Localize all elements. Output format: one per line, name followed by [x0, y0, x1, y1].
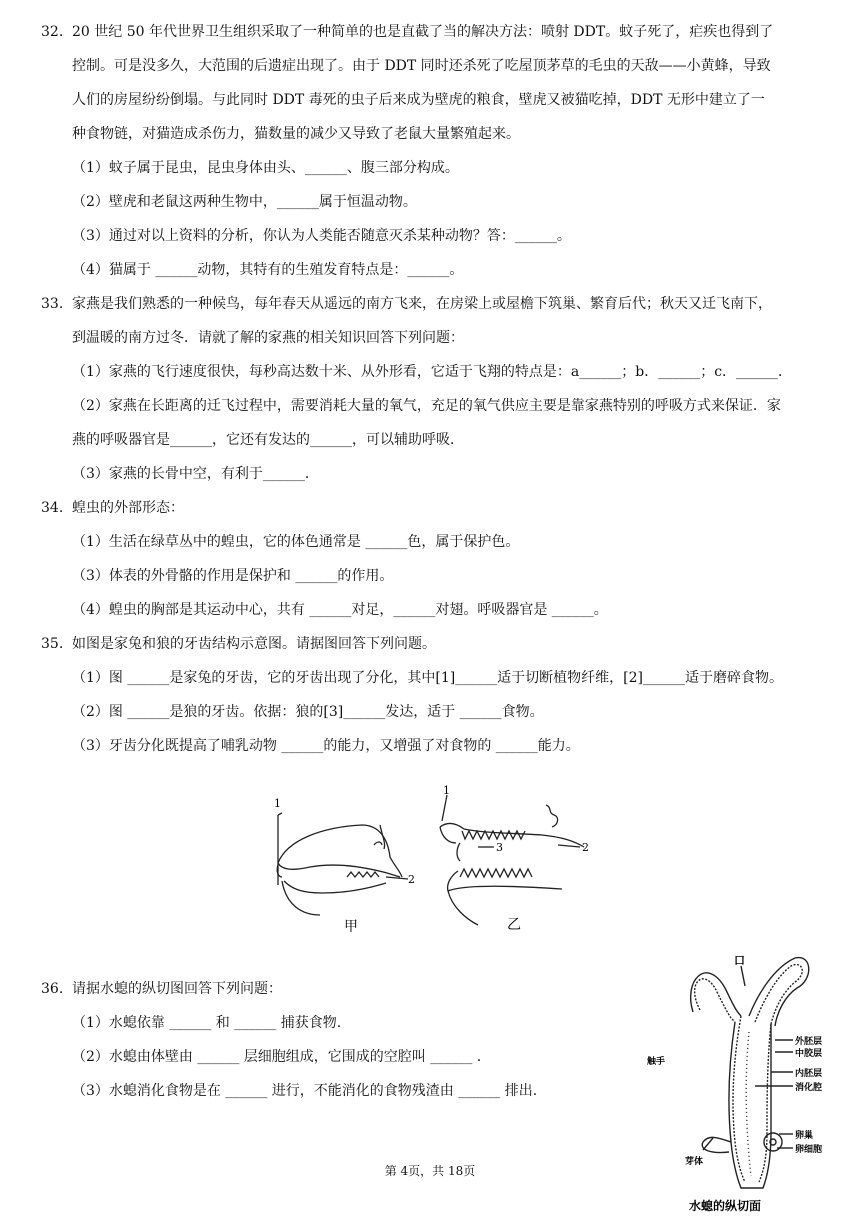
question-number: 36.: [41, 981, 64, 997]
sub-question: （1）水螅依靠 ______ 和 ______ 捕获食物.: [72, 1015, 342, 1031]
sub-question: （2）水螅由体壁由 ______ 层细胞组成，它围成的空腔叫 ______ .: [72, 1049, 482, 1065]
sub-question: （3）水螅消化食物是在 ______ 进行，不能消化的食物残渣由 ______ 排出.: [72, 1083, 538, 1099]
question-text-line: 20 世纪 50 年代世界卫生组织采取了一种简单的也是直截了当的解决方法：喷射 DDT。蚊子死了，疟疾也得到了: [72, 24, 774, 40]
teeth-figure: [262, 785, 602, 940]
question-text-line: 家燕是我们熟悉的一种候鸟，每年春天从遥远的南方飞来，在房梁上或屋檐下筑巢、繁育后代；秋天又迁飞南下，: [72, 296, 772, 312]
figure-mark-1b: 1: [443, 785, 450, 797]
question-text-line: 种食物链，对猫造成杀伤力，猫数量的减少又导致了老鼠大量繁殖起来。: [72, 126, 520, 142]
sub-question: （2）图 ______是狼的牙齿。依据：狼的[3]______发达，适于 ______食物。: [72, 704, 544, 720]
sub-question: （1）家燕的飞行速度很快，每秒高达数十米、从外形看，它适于飞翔的特点是：a______；b．______；c．______．: [72, 364, 793, 380]
sub-question: （1）蚊子属于昆虫，昆虫身体由头、______、腹三部分构成。: [72, 160, 459, 176]
question-text-line: 蝗虫的外部形态：: [72, 500, 184, 516]
sub-question: （1）生活在绿草丛中的蝗虫，它的体色通常是 ______色，属于保护色。: [72, 534, 520, 550]
sub-question: （2）家燕在长距离的迁飞过程中，需要消耗大量的氧气，充足的氧气供应主要是靠家燕特别的呼吸方式来保证．家: [72, 398, 781, 414]
question-number: 32.: [41, 24, 64, 40]
figure-mark-2: 2: [408, 873, 415, 886]
figure-label-jia: 甲: [344, 919, 358, 935]
label-cavity: 消化腔: [795, 1083, 823, 1093]
figure-mark-2b: 2: [582, 841, 589, 854]
label-egg: 卵细胞: [795, 1145, 823, 1155]
figure-mark-1: 1: [274, 797, 281, 810]
label-endoderm: 内胚层: [795, 1069, 823, 1079]
figure-mark-3: 3: [496, 841, 503, 854]
question-text-line: 到温暖的南方过冬．请就了解的家燕的相关知识回答下列问题：: [72, 330, 464, 346]
label-mouth: 口: [734, 954, 745, 967]
sub-question: （4）猫属于 ______动物，其特有的生殖发育特点是：______。: [72, 262, 464, 278]
sub-question: （3）通过对以上资料的分析，你认为人类能否随意灭杀某种动物？答：______。: [72, 228, 571, 244]
figure-label-yi: 乙: [507, 917, 521, 933]
page-footer: 第 4页，共 18页: [384, 1164, 476, 1178]
sub-question: （3）牙齿分化既提高了哺乳动物 ______的能力，又增强了对食物的 ______能力。: [72, 738, 580, 754]
question-text-line: 控制。可是没多久，大范围的后遗症出现了。由于 DDT 同时还杀死了吃屋顶茅草的毛虫的天敌——小黄蜂，导致: [72, 58, 771, 74]
question-number: 33.: [41, 296, 64, 312]
sub-question: （4）蝗虫的胸部是其运动中心，共有 ______对足，______对翅。呼吸器官是 ______。: [72, 602, 608, 618]
question-number: 35.: [41, 636, 64, 652]
sub-question: （3）家燕的长骨中空，有利于______．: [72, 466, 319, 482]
figure-caption: 水螅的纵切面: [689, 1199, 762, 1213]
label-mesoglea: 中胶层: [795, 1049, 823, 1059]
sub-question: （1）图 ______是家兔的牙齿，它的牙齿出现了分化，其中[1]______适于切断植物纤维，[2]______适于磨碎食物。: [72, 670, 784, 686]
label-ectoderm: 外胚层: [795, 1037, 823, 1047]
label-ovary: 卵巢: [795, 1131, 814, 1141]
question-text-line: 如图是家兔和狼的牙齿结构示意图。请据图回答下列问题。: [72, 636, 436, 652]
label-tentacle: 触手: [647, 1057, 666, 1067]
sub-question: 燕的呼吸器官是______，它还有发达的______，可以辅助呼吸．: [72, 432, 464, 448]
sub-question: （3）体表的外骨骼的作用是保护和 ______的作用。: [72, 568, 394, 584]
sub-question: （2）壁虎和老鼠这两种生物中，______属于恒温动物。: [72, 194, 417, 210]
question-text-line: 人们的房屋纷纷倒塌。与此同时 DDT 毒死的虫子后来成为壁虎的粮食，壁虎又被猫吃掉，DDT 无形中建立了一: [72, 92, 765, 108]
question-text-line: 请据水螅的纵切图回答下列问题：: [72, 981, 282, 997]
label-bud: 芽体: [685, 1157, 704, 1167]
question-number: 34.: [41, 500, 64, 516]
